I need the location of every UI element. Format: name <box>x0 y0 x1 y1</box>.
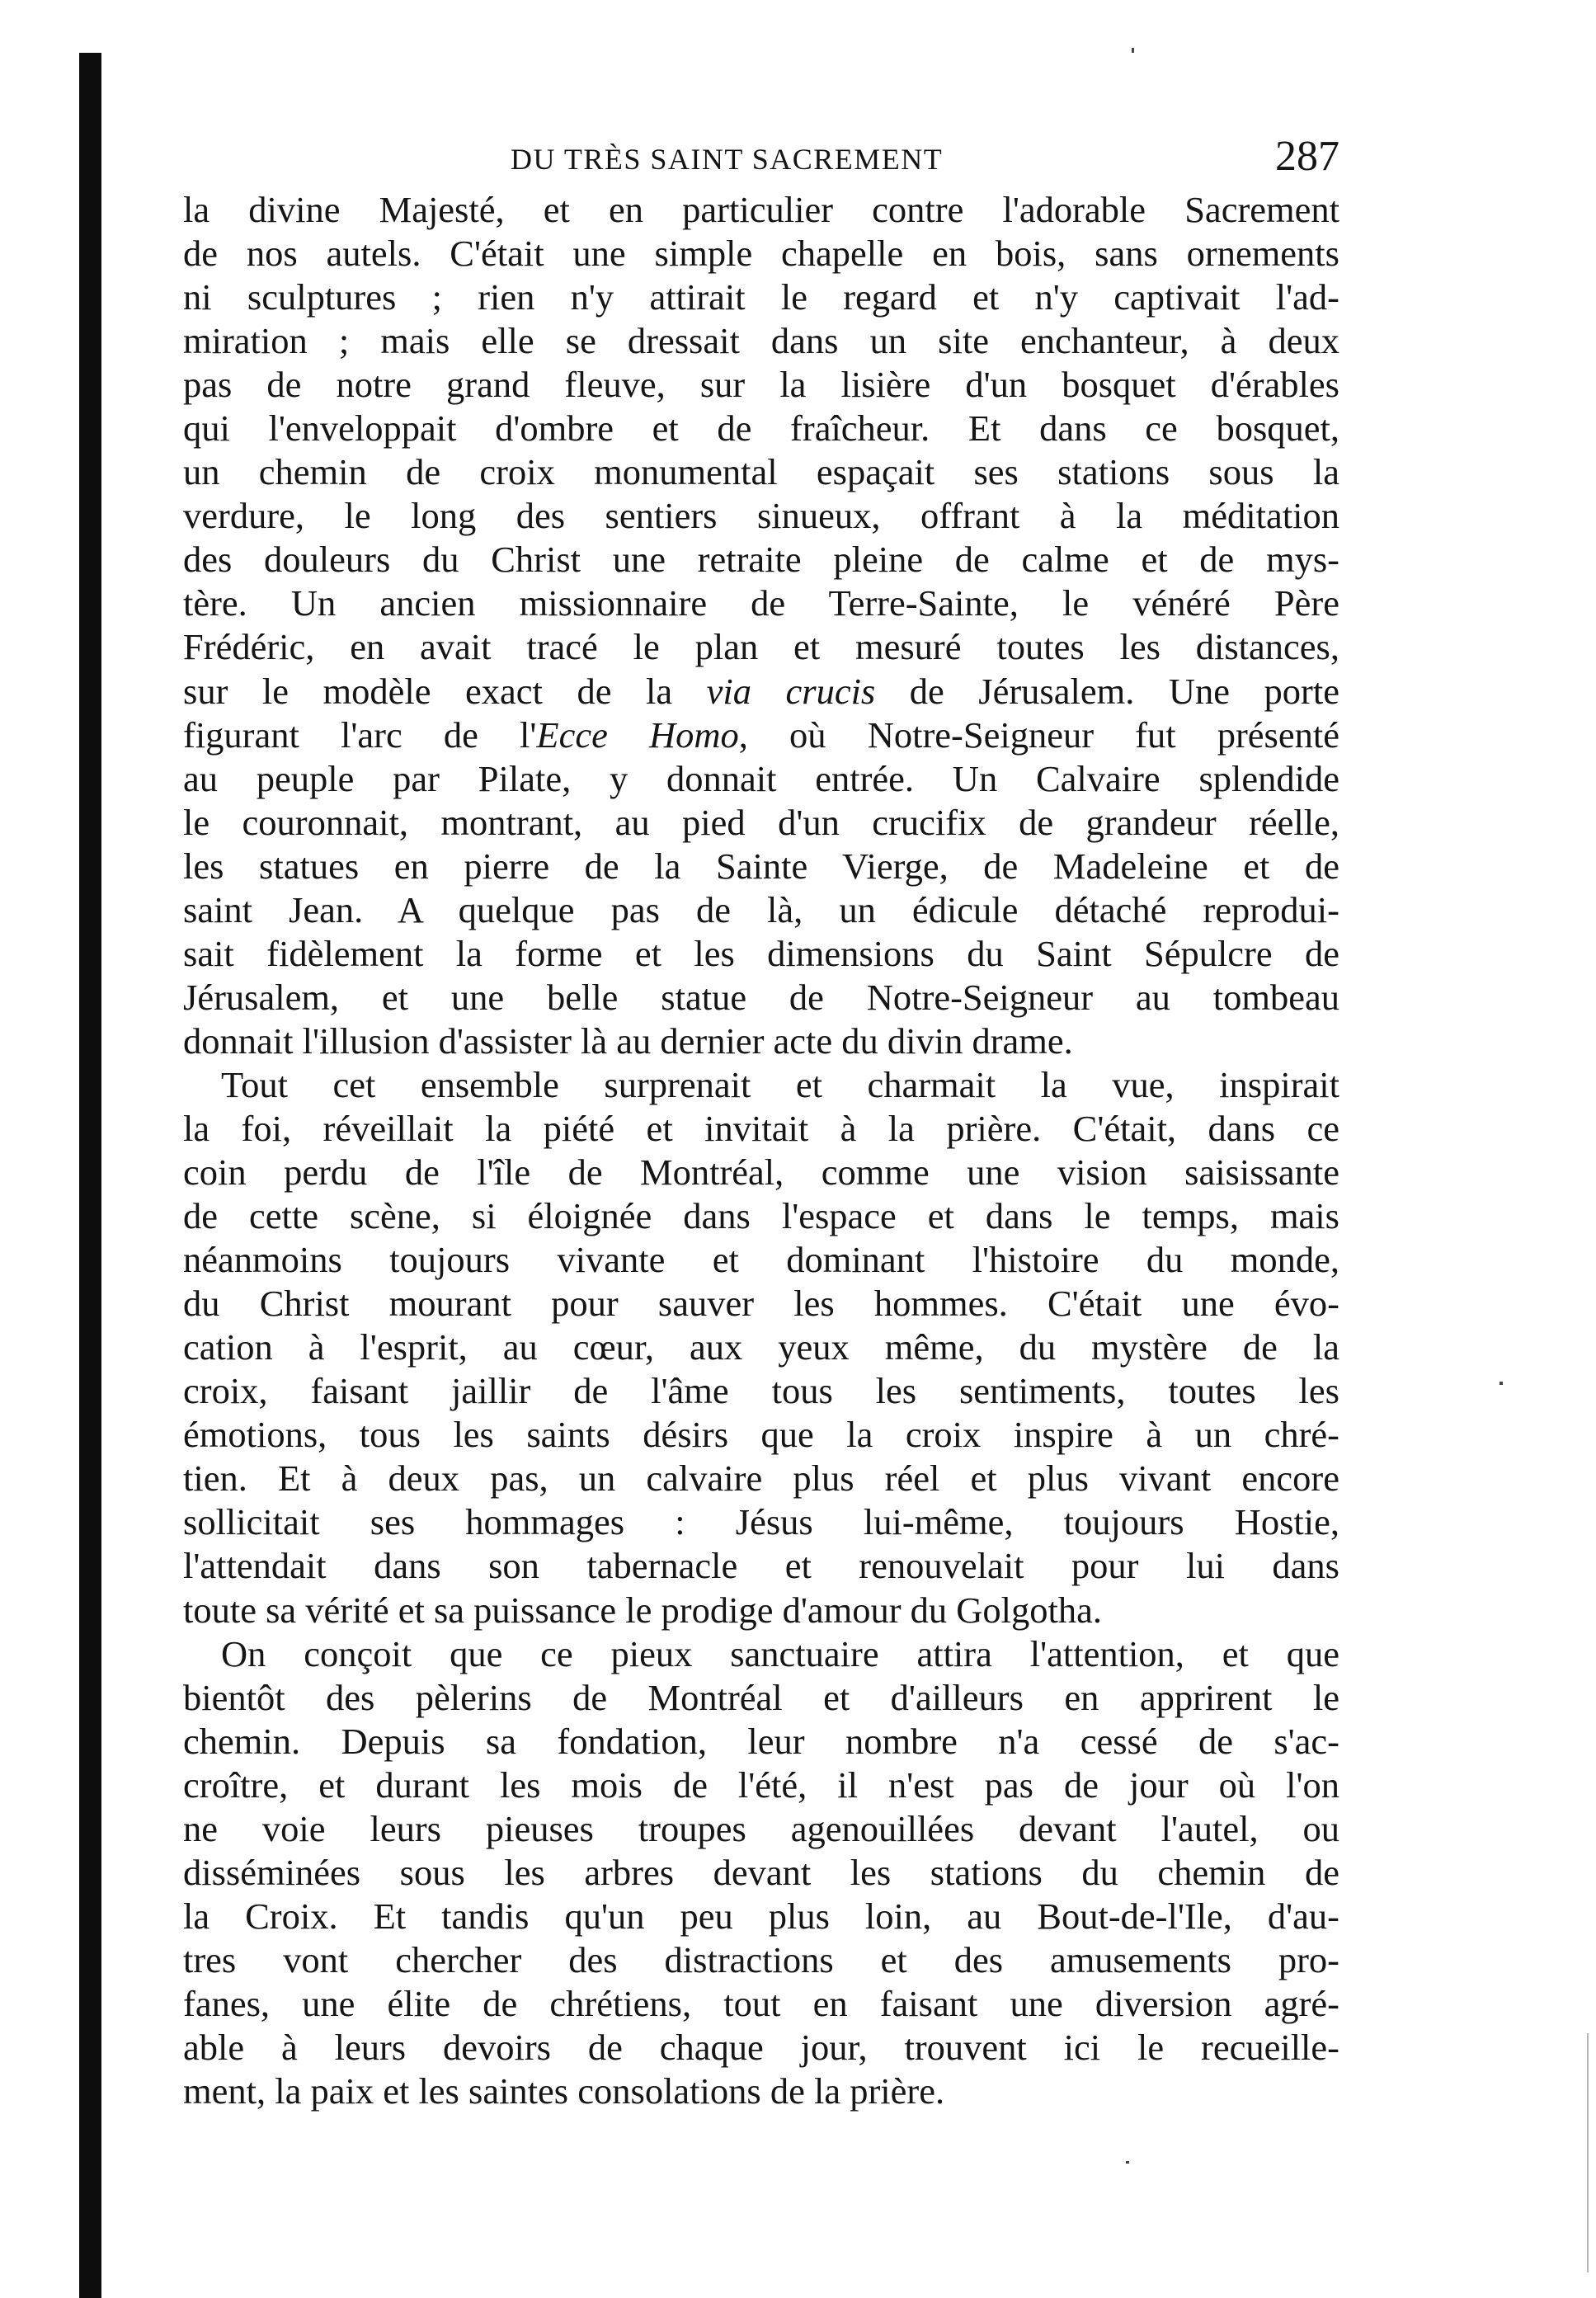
italic-phrase: via crucis <box>706 670 876 712</box>
italic-phrase: Ecce Homo <box>536 713 739 756</box>
text-line: tien. Et à deux pas, un calvaire plus réel et plus vivant encore <box>183 1457 1339 1500</box>
text-segment: sur le modèle exact de la <box>183 670 707 712</box>
text-line: disséminées sous les arbres devant les stations du chemin de <box>183 1851 1339 1893</box>
page-header <box>183 130 1339 188</box>
text-line: qui l'enveloppait d'ombre et de fraîcheur. Et dans ce bosquet, <box>183 407 1339 450</box>
text-line <box>183 670 1339 713</box>
text-line: On conçoit que ce pieux sanctuaire attira l'attention, et que <box>221 1632 1339 1674</box>
text-segment: de Jérusalem. Une porte <box>875 670 1339 712</box>
text-line: bientôt des pèlerins de Montréal et d'ailleurs en apprirent le <box>183 1676 1339 1718</box>
text-line: sait fidèlement la forme et les dimensions du Saint Sépulcre de <box>183 932 1339 974</box>
text-line: able à leurs devoirs de chaque jour, trouvent ici le recueille- <box>183 2026 1339 2068</box>
text-line: au peuple par Pilate, y donnait entrée. Un Calvaire splendide <box>183 757 1339 799</box>
text-line: émotions, tous les saints désirs que la croix inspire à un chré- <box>183 1414 1339 1456</box>
text-line: de nos autels. C'était une simple chapelle en bois, sans ornements <box>183 233 1339 275</box>
text-line: verdure, le long des sentiers sinueux, offrant à la méditation <box>183 495 1339 537</box>
text-line: l'attendait dans son tabernacle et renouvelait pour lui dans <box>183 1545 1339 1587</box>
text-line: toute sa vérité et sa puissance le prodige d'amour du Golgotha. <box>183 1589 1103 1631</box>
text-line: saint Jean. A quelque pas de là, un édicule détaché reprodui- <box>183 888 1339 930</box>
text-line: les statues en pierre de la Sainte Vierge, de Madeleine et de <box>183 845 1339 887</box>
text-line: Jérusalem, et une belle statue de Notre-Seigneur au tombeau <box>183 976 1339 1018</box>
text-line: Frédéric, en avait tracé le plan et mesuré toutes les distances, <box>183 626 1339 668</box>
text-line: miration ; mais elle se dressait dans un site enchanteur, à deux <box>183 320 1339 362</box>
text-line: donnait l'illusion d'assister là au dernier acte du divin drame. <box>183 1020 1073 1062</box>
text-line: du Christ mourant pour sauver les hommes. C'était une évo- <box>183 1283 1339 1325</box>
text-line: croix, faisant jaillir de l'âme tous les sentiments, toutes les <box>183 1370 1339 1412</box>
body-text <box>183 188 1339 2113</box>
text-line: chemin. Depuis sa fondation, leur nombre n'a cessé de s'ac- <box>183 1720 1339 1762</box>
scan-speck <box>1499 1382 1503 1385</box>
text-segment: , où Notre-Seigneur fut présenté <box>738 713 1339 756</box>
text-line: cation à l'esprit, au cœur, aux yeux même, du mystère de la <box>183 1326 1339 1368</box>
text-line: de cette scène, si éloignée dans l'espace et dans le temps, mais <box>183 1195 1339 1237</box>
text-line: la Croix. Et tandis qu'un peu plus loin, au Bout-de-l'Ile, d'au- <box>183 1895 1339 1937</box>
text-line: croître, et durant les mois de l'été, il n'est pas de jour où l'on <box>183 1764 1339 1806</box>
text-line: ni sculptures ; rien n'y attirait le regard et n'y captivait l'ad- <box>183 276 1339 318</box>
text-line: le couronnait, montrant, au pied d'un crucifix de grandeur réelle, <box>183 801 1339 843</box>
scan-speck <box>1126 2161 1129 2164</box>
text-line: ment, la paix et les saintes consolations de la prière. <box>183 2070 945 2112</box>
text-line: la foi, réveillait la piété et invitait à la prière. C'était, dans ce <box>183 1107 1339 1149</box>
text-line <box>183 713 1339 757</box>
text-line: néanmoins toujours vivante et dominant l'histoire du monde, <box>183 1239 1339 1281</box>
text-line: tère. Un ancien missionnaire de Terre-Sainte, le vénéré Père <box>183 582 1339 624</box>
text-segment: figurant l'arc de l' <box>183 713 537 756</box>
binding-shadow <box>79 53 101 2298</box>
text-line: coin perdu de l'île de Montréal, comme une vision saisissante <box>183 1151 1339 1194</box>
text-line: fanes, une élite de chrétiens, tout en faisant une diversion agré- <box>183 1982 1339 2024</box>
text-line: pas de notre grand fleuve, sur la lisière d'un bosquet d'érables <box>183 364 1339 406</box>
text-line: la divine Majesté, et en particulier contre l'adorable Sacrement <box>183 189 1339 230</box>
text-line: sollicitait ses hommages : Jésus lui-même, toujours Hostie, <box>183 1501 1339 1543</box>
text-line: des douleurs du Christ une retraite pleine de calme et de mys- <box>183 539 1339 581</box>
text-line: un chemin de croix monumental espaçait ses stations sous la <box>183 451 1339 493</box>
scan-speck <box>1132 48 1134 53</box>
text-line: Tout cet ensemble surprenait et charmait la vue, inspirait <box>221 1063 1339 1105</box>
page-number: 287 <box>1275 133 1339 180</box>
scan-speck <box>1587 2033 1589 2272</box>
text-line: ne voie leurs pieuses troupes agenouillées devant l'autel, ou <box>183 1807 1339 1849</box>
running-title: DU TRÈS SAINT SACREMENT <box>511 143 944 176</box>
text-line: tres vont chercher des distractions et des amusements pro- <box>183 1938 1339 1980</box>
